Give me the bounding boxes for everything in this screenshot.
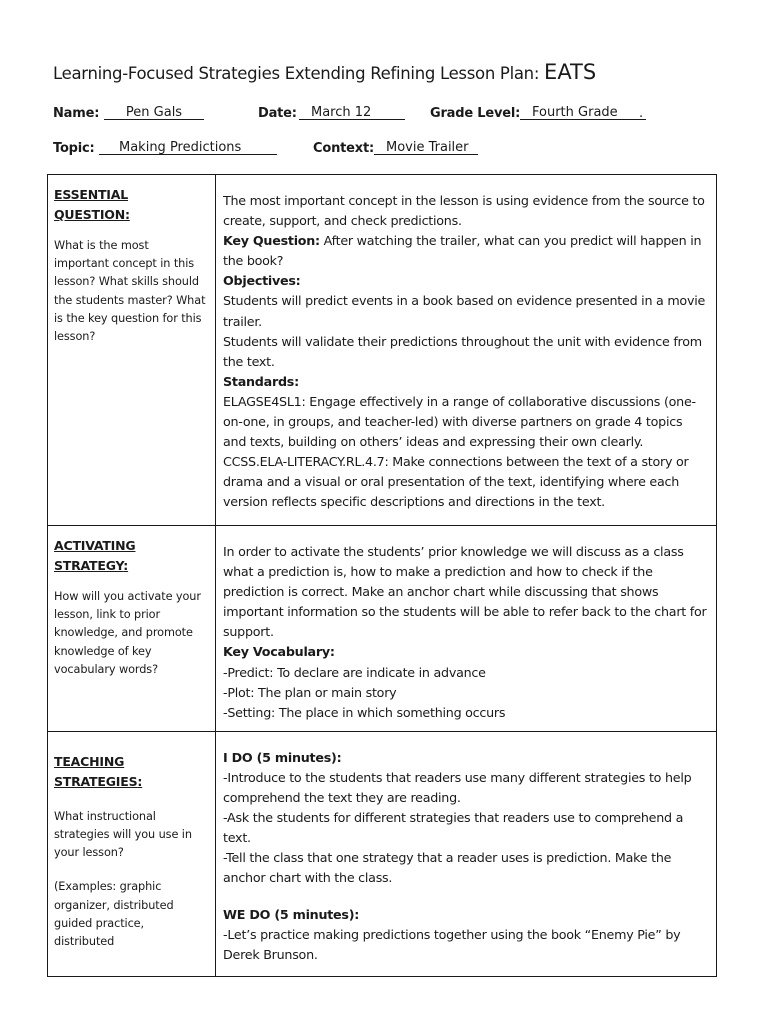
standard-item: CCSS.ELA-LITERACY.RL.4.7: Make connections between the text of a story or drama and a visual or oral presentation of the text, identifying where each version reflects specific descriptions and directions in the text. [223,454,689,510]
standard-item: ELAGSE4SL1: Engage effectively in a range of collaborative discussions (one-on-one, in groups, and teacher-led) with diverse partners on grade 4 topics and texts, building on others’ ideas and expressing their own clearly. [223,393,696,450]
activating-strategy-row [48,526,717,732]
activating-strategy-cell-right [216,526,717,732]
teaching-strategies-cell-right [216,731,717,976]
objective-item: Students will validate their predictions throughout the unit with evidence from the text. [223,333,702,369]
standards-label: Standards: [223,373,299,389]
essential-question-cell-left [48,175,216,526]
topic-label: Topic: [53,141,95,156]
grade-label: Grade Level: [430,106,521,121]
essential-question-heading: ESSENTIAL QUESTION: [54,187,130,222]
teaching-strategies-body [223,748,708,965]
teaching-strategies-cell-left [48,731,216,976]
i-do-label: I DO (5 minutes): [223,749,342,765]
grade-trailing: . [639,106,644,121]
i-do-item: -Ask the students for different strategies that readers use to comprehend a text. [223,810,684,846]
grade-value: Fourth Grade [520,106,646,120]
name-label: Name: [53,106,100,121]
activating-text: In order to activate the students’ prior knowledge we will discuss as a class what a prediction is, how to make a prediction and how to check if the prediction is correct. Make an anchor chart while discussing that shows important information so the students will be able to refer back to the chart for support. [223,544,707,640]
date-label: Date: [258,106,297,121]
key-question [223,231,708,271]
context-label: Context: [313,141,374,156]
vocabulary-item: -Setting: The place in which something occurs [223,704,506,720]
lesson-plan-table [47,174,717,977]
topic-value: Making Predictions [99,141,277,155]
activating-strategy-heading: ACTIVATING STRATEGY: [54,538,136,573]
teaching-strategies-heading: TEACHING STRATEGIES: [54,753,143,789]
i-do-item: -Tell the class that one strategy that a reader uses is prediction. Make the anchor chart with the class. [223,850,672,886]
objective-item: Students will predict events in a book based on evidence presented in a movie trailer. [223,293,706,329]
essential-question-cell-right [216,175,717,526]
title-prefix: Learning-Focused Strategies Extending Refining Lesson Plan: [53,64,540,83]
activating-strategy-body [223,542,708,723]
context-value: Movie Trailer [374,141,478,155]
activating-strategy-prompt: How will you activate your lesson, link to prior knowledge, and promote knowledge of key vocabulary words? [54,590,201,676]
vocabulary-label: Key Vocabulary: [223,644,335,660]
essential-question-prompt: What is the most important concept in this lesson? What skills should the students master? What is the key question for this lesson? [54,239,206,344]
essential-question-row [48,175,717,526]
we-do-item: -Let’s practice making predictions together using the book “Enemy Pie” by Derek Brunson. [223,926,681,962]
key-question-label: Key Question: [223,233,320,249]
we-do-label: WE DO (5 minutes): [223,906,360,922]
objectives-label: Objectives: [223,273,301,289]
i-do-item: -Introduce to the students that readers use many different strategies to help comprehend the text they are reading. [223,769,692,806]
name-value: Pen Gals [104,106,204,120]
key-question-text: After watching the trailer, what can you predict will happen in the book? [223,233,702,269]
vocabulary-item: -Predict: To declare are indicate in advance [223,664,486,680]
teaching-strategies-row [48,731,717,976]
page-title [53,60,596,84]
plan-name: EATS [544,60,597,84]
activating-strategy-cell-left [48,526,216,732]
date-value: March 12 [299,106,405,120]
vocabulary-item: -Plot: The plan or main story [223,684,397,700]
teaching-strategies-prompt: What instructional strategies will you use in your lesson? [54,809,192,860]
essential-question-body [223,191,708,513]
teaching-strategies-examples: (Examples: graphic organizer, distributed guided practice, distributed [54,880,174,949]
concept-text: The most important concept in the lesson is using evidence from the source to create, support, and check predictions. [223,193,705,229]
